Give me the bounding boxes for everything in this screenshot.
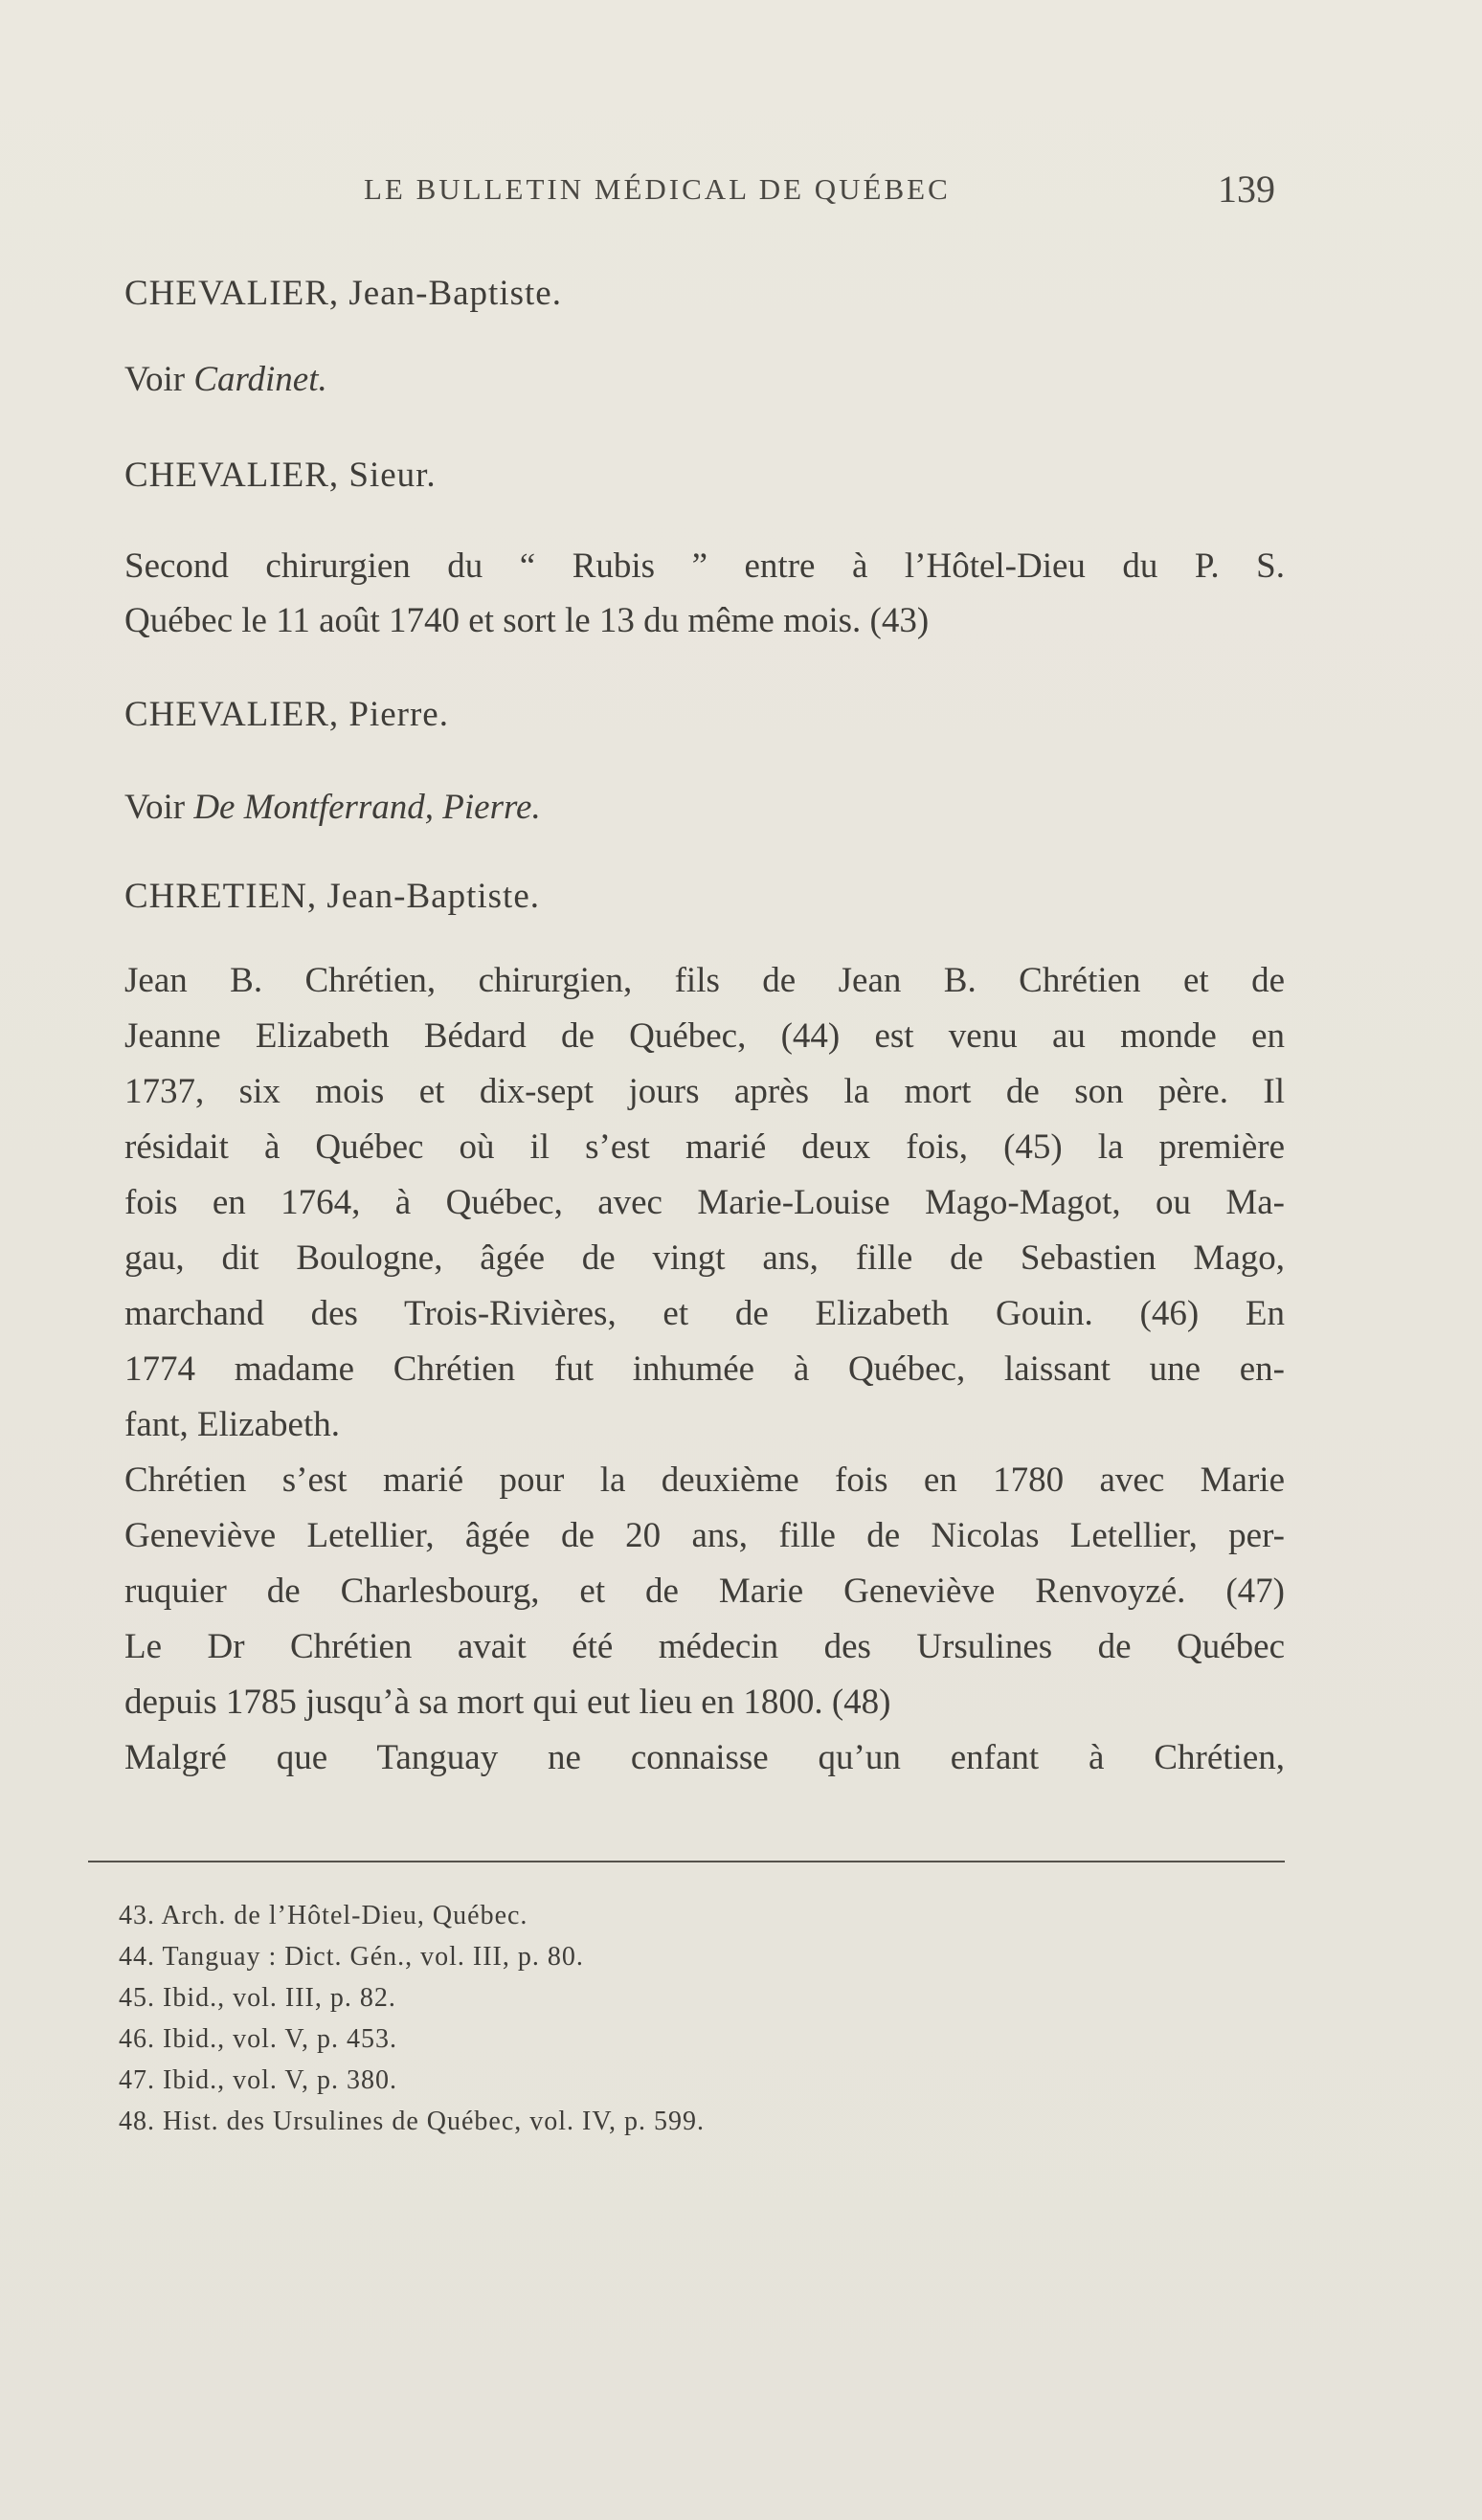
page-number: 139 xyxy=(1218,167,1275,211)
entry-heading: CHRETIEN, Jean-Baptiste. xyxy=(124,877,540,916)
footnote: 45. Ibid., vol. III, p. 82. xyxy=(119,1983,396,2013)
see-target: De Montferrand, Pierre. xyxy=(193,788,541,827)
paragraph-line: depuis 1785 jusqu’à sa mort qui eut lieu en 1800. (48) xyxy=(124,1683,891,1722)
paragraph-line: Malgré que Tanguay ne connaisse qu’un enfant à Chrétien, xyxy=(124,1738,1285,1777)
paragraph-line: fant, Elizabeth. xyxy=(124,1405,340,1444)
paragraph-line: résidait à Québec où il s’est marié deux fois, (45) la première xyxy=(124,1127,1285,1167)
see-reference xyxy=(124,359,327,401)
paragraph-line: 1774 madame Chrétien fut inhumée à Québec, laissant une en- xyxy=(124,1349,1285,1389)
paragraph-line: Jeanne Elizabeth Bédard de Québec, (44) est venu au monde en xyxy=(124,1016,1285,1056)
footnote: 47. Ibid., vol. V, p. 380. xyxy=(119,2065,397,2095)
entry-text-line: Québec le 11 août 1740 et sort le 13 du même mois. (43) xyxy=(124,601,930,640)
entry-heading: CHEVALIER, Jean-Baptiste. xyxy=(124,274,562,313)
see-reference xyxy=(124,787,541,829)
paragraph-line: gau, dit Boulogne, âgée de vingt ans, fille de Sebastien Mago, xyxy=(124,1238,1285,1278)
footnote-rule xyxy=(88,1861,1285,1862)
paragraph-line: Geneviève Letellier, âgée de 20 ans, fille de Nicolas Letellier, per- xyxy=(124,1516,1285,1555)
footnote: 46. Ibid., vol. V, p. 453. xyxy=(119,2024,397,2054)
see-prefix: Voir xyxy=(124,360,194,399)
paragraph-line: Chrétien s’est marié pour la deuxième fois en 1780 avec Marie xyxy=(124,1461,1285,1500)
footnote: 48. Hist. des Ursulines de Québec, vol. IV, p. 599. xyxy=(119,2107,705,2136)
entry-heading: CHEVALIER, Sieur. xyxy=(124,456,437,495)
footnote: 44. Tanguay : Dict. Gén., vol. III, p. 80. xyxy=(119,1942,584,1972)
entry-heading: CHEVALIER, Pierre. xyxy=(124,695,449,734)
paragraph-line: Jean B. Chrétien, chirurgien, fils de Jean B. Chrétien et de xyxy=(124,961,1285,1000)
footnote: 43. Arch. de l’Hôtel-Dieu, Québec. xyxy=(119,1901,528,1930)
paragraph-line: marchand des Trois-Rivières, et de Elizabeth Gouin. (46) En xyxy=(124,1294,1285,1333)
see-prefix: Voir xyxy=(124,788,194,827)
paragraph-line: fois en 1764, à Québec, avec Marie-Louise Mago-Magot, ou Ma- xyxy=(124,1183,1285,1222)
see-target: Cardinet. xyxy=(193,360,327,399)
paragraph-line: ruquier de Charlesbourg, et de Marie Geneviève Renvoyzé. (47) xyxy=(124,1572,1285,1611)
entry-text-line: Second chirurgien du “ Rubis ” entre à l’Hôtel-Dieu du P. S. xyxy=(124,546,1285,586)
paragraph-line: Le Dr Chrétien avait été médecin des Ursulines de Québec xyxy=(124,1627,1285,1666)
paragraph-line: 1737, six mois et dix-sept jours après la mort de son père. Il xyxy=(124,1072,1285,1111)
running-head-title: LE BULLETIN MÉDICAL DE QUÉBEC xyxy=(364,172,951,206)
